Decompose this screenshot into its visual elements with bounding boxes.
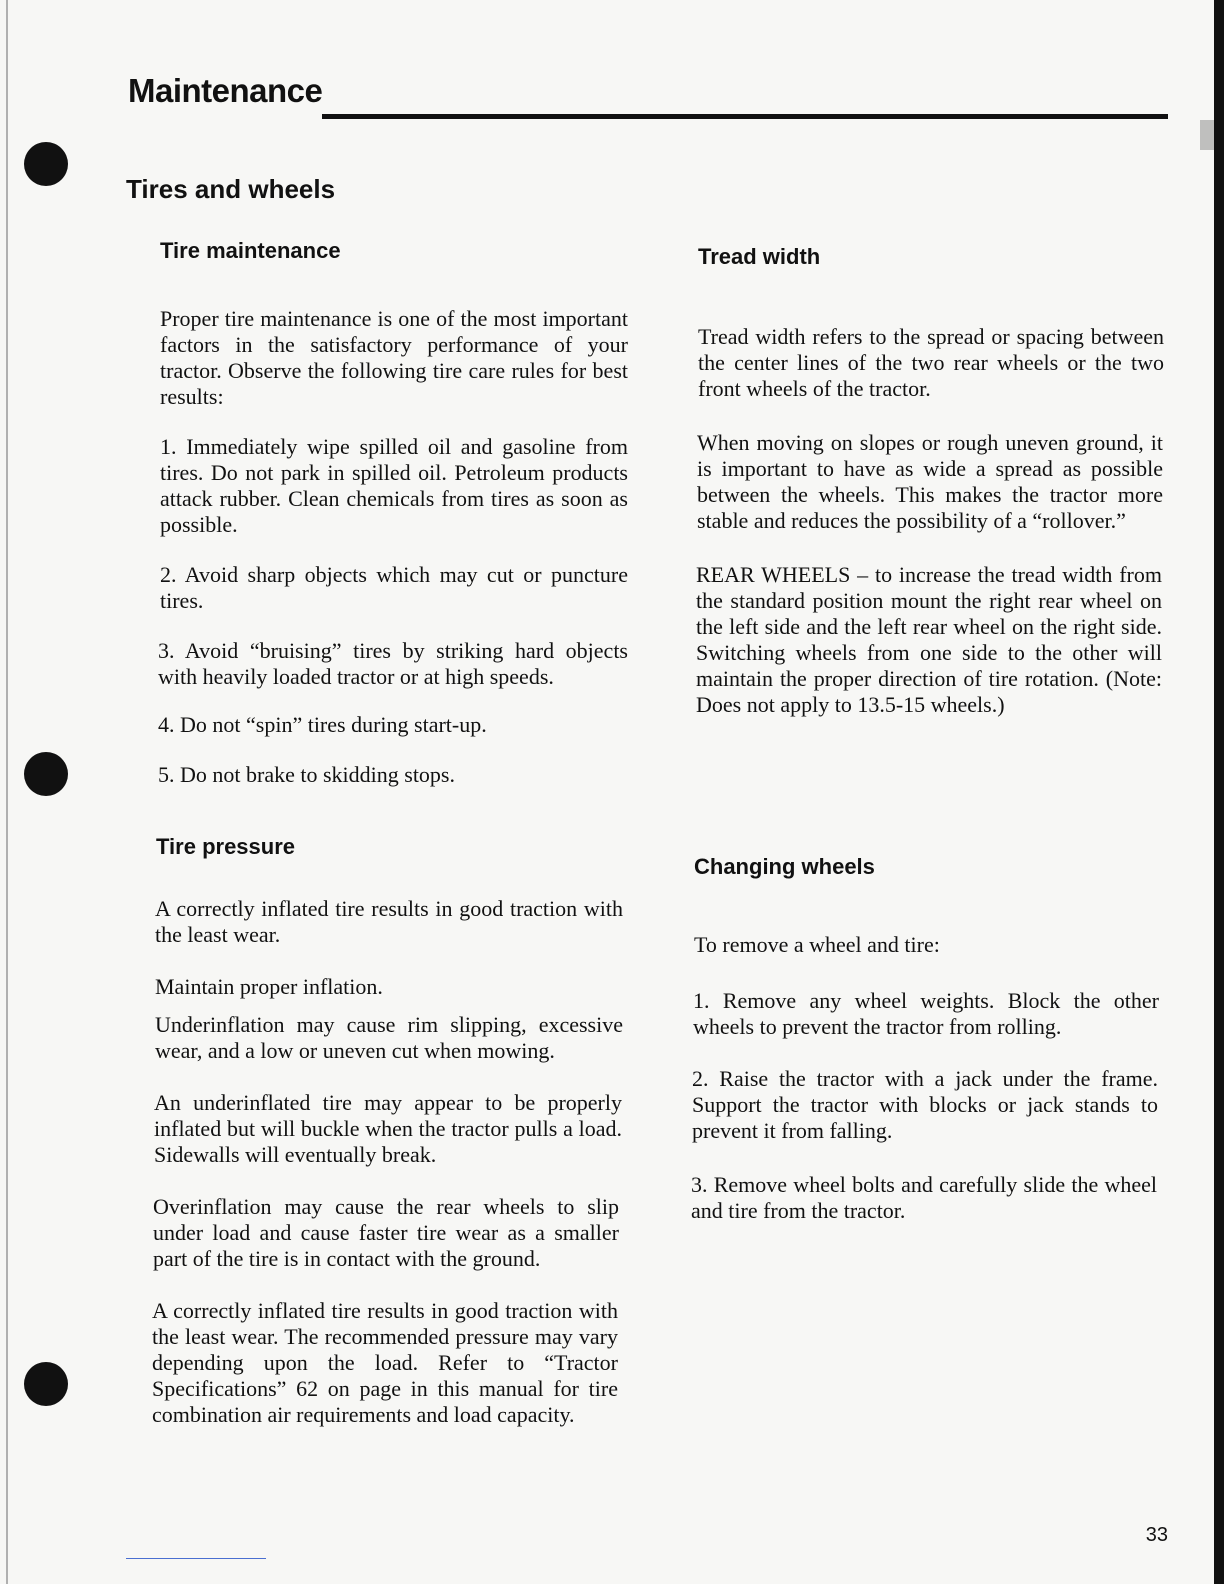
section-title: Tires and wheels [126, 174, 336, 204]
tire-pressure-p2: Maintain proper inflation. [155, 974, 383, 999]
tire-maintenance-intro: Proper tire maintenance is one of the most important factors in the satisfactory performance of your tractor. Observe the following tire care rules for best results: [160, 306, 628, 409]
tire-rule-1: 1. Immediately wipe spilled oil and gasoline from tires. Do not park in spilled oil. Petroleum products attack rubber. Clean chemicals from tires as soon as possible. [160, 434, 628, 537]
changing-wheels-step-3: 3. Remove wheel bolts and carefully slide the wheel and tire from the tractor. [691, 1172, 1157, 1223]
title-rule [322, 114, 1168, 119]
tread-width-p1: Tread width refers to the spread or spacing between the center lines of the two rear wheels or the two front wheels of the tractor. [698, 324, 1164, 401]
tire-pressure-p5: Overinflation may cause the rear wheels to slip under load and cause faster tire wear as a smaller part of the tire is in contact with the ground. [153, 1194, 619, 1271]
tire-pressure-p6: A correctly inflated tire results in good traction with the least wear. The recommended pressure may vary depending upon the load. Refer to “Tractor Specifications” 62 on page in this manual for tire combination air requirements and load capacity. [152, 1298, 618, 1427]
tire-rule-3: 3. Avoid “bruising” tires by striking hard objects with heavily loaded tractor or at high speeds. [158, 638, 628, 689]
page-title: Maintenance [128, 72, 323, 109]
tread-width-heading: Tread width [698, 244, 821, 269]
changing-wheels-step-1: 1. Remove any wheel weights. Block the other wheels to prevent the tractor from rolling. [693, 988, 1159, 1039]
tire-pressure-p4: An underinflated tire may appear to be properly inflated but will buckle when the tractor pulls a load. Sidewalls will eventually break. [154, 1090, 622, 1167]
page-number: 33 [1145, 1524, 1168, 1546]
changing-wheels-intro: To remove a wheel and tire: [694, 932, 940, 957]
tread-width-p3: REAR WHEELS – to increase the tread width from the standard position mount the right rear wheel on the left side and the left rear wheel on the right side. Switching wheels from one side to the other will maintain the proper direction of tire rotation. (Note: Does not apply to 13.5-15 wheels.) [696, 562, 1162, 717]
binder-hole-middle [24, 752, 68, 796]
scan-left-edge [6, 0, 8, 1584]
tire-maintenance-heading: Tire maintenance [160, 238, 341, 263]
tire-rule-5: 5. Do not brake to skidding stops. [158, 762, 455, 787]
binder-hole-bottom [24, 1362, 68, 1406]
tire-pressure-heading: Tire pressure [156, 834, 296, 859]
tire-rule-2: 2. Avoid sharp objects which may cut or puncture tires. [160, 562, 628, 613]
changing-wheels-heading: Changing wheels [694, 854, 875, 879]
tire-pressure-p3: Underinflation may cause rim slipping, excessive wear, and a low or uneven cut when mowing. [155, 1012, 623, 1063]
changing-wheels-step-2: 2. Raise the tractor with a jack under the frame. Support the tractor with blocks or jack stands to prevent it from falling. [692, 1066, 1158, 1143]
tread-width-p2: When moving on slopes or rough uneven ground, it is important to have as wide a spread as possible between the wheels. This makes the tractor more stable and reduces the possibility of a “rollover.” [697, 430, 1163, 533]
binder-hole-top [24, 142, 68, 186]
tire-rule-4: 4. Do not “spin” tires during start-up. [158, 712, 487, 737]
scan-right-mark [1200, 120, 1214, 150]
footer-rule [126, 1558, 266, 1559]
tire-pressure-p1: A correctly inflated tire results in good traction with the least wear. [155, 896, 623, 947]
scan-right-edge [1214, 0, 1224, 1584]
